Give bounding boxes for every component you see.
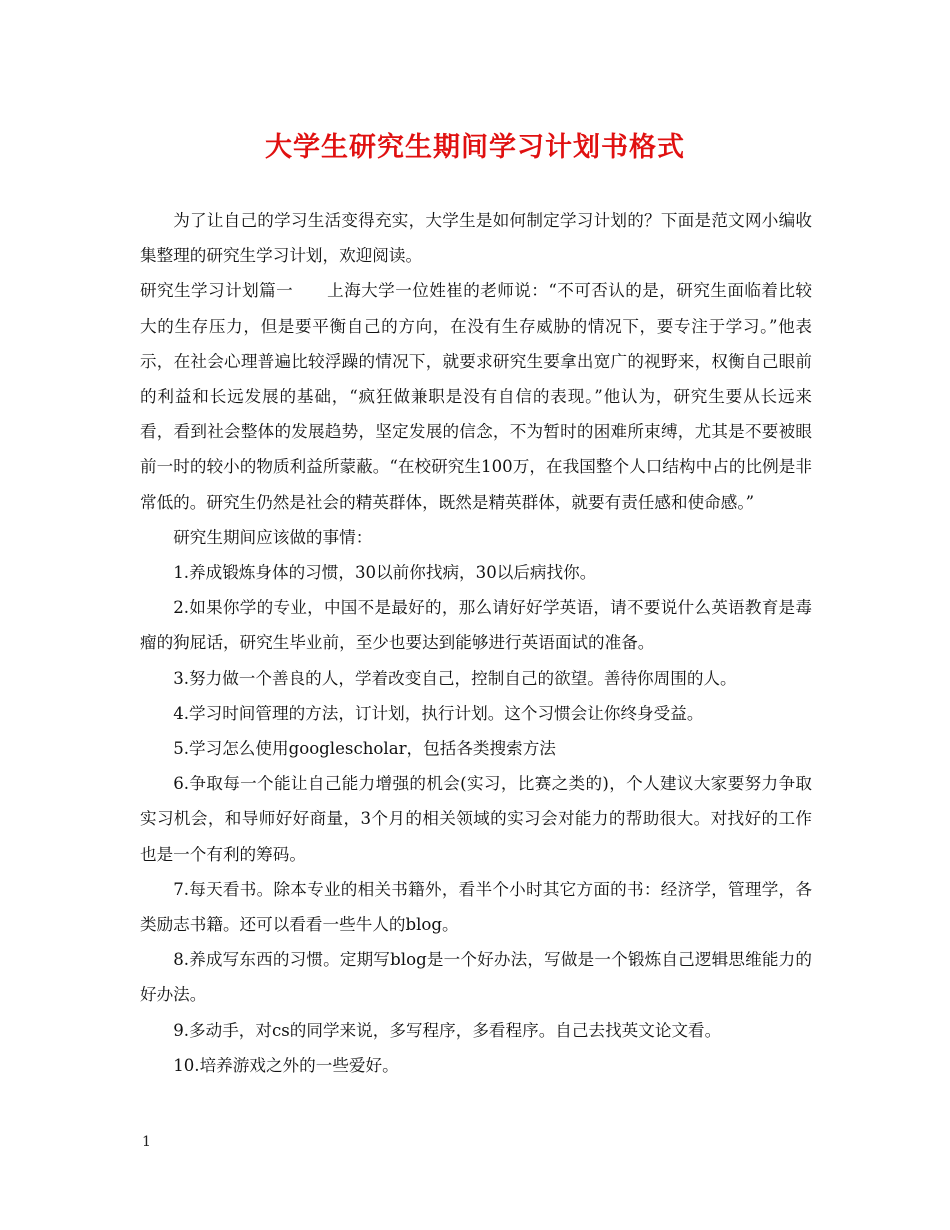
page-number: 1: [142, 1134, 151, 1150]
document-body: [140, 203, 812, 1083]
list-heading: 研究生期间应该做的事情：: [173, 527, 373, 547]
intro-paragraph: 为了让自己的学习生活变得充实，大学生是如何制定学习计划的？下面是范文网小编收集整理的研究生学习计划，欢迎阅读。: [140, 211, 812, 266]
list-item: 2.如果你学的专业，中国不是最好的，那么请好好学英语，请不要说什么英语教育是毒瘤的狗屁话，研究生毕业前，至少也要达到能够进行英语面试的准备。: [140, 598, 812, 653]
list-item: 9.多动手，对cs的同学来说，多写程序，多看程序。自己去找英文论文看。: [173, 1020, 722, 1040]
list-item: 3.努力做一个善良的人，学着改变自己，控制自己的欲望。善待你周围的人。: [173, 668, 737, 688]
list-item: 1.养成锻炼身体的习惯，30以前你找病，30以后病找你。: [173, 563, 597, 583]
list-item: 5.学习怎么使用googlescholar，包括各类搜索方法: [173, 739, 556, 759]
document-title: 大学生研究生期间学习计划书格式: [265, 132, 685, 163]
list-item: 4.学习时间管理的方法，订计划，执行计划。这个习惯会让你终身受益。: [173, 703, 704, 723]
plan-one-paragraph: 研究生学习计划篇一 上海大学一位姓崔的老师说：“不可否认的是，研究生面临着比较大的生存压力，但是要平衡自己的方向，在没有生存威胁的情况下，要专注于学习。”他表示，在社会心理普遍比较浮躁的情况下，就要求研究生要拿出宽广的视野来，权衡自己眼前的利益和长远发展的基础，“疯狂做兼职是没有自信的表现。”他认为，研究生要从长远来看，看到社会整体的发展趋势，坚定发展的信念，不为暂时的困难所束缚，尤其是不要被眼前一时的较小的物质利益所蒙蔽。“在校研究生100万，在我国整个人口结构中占的比例是非常低的。研究生仍然是社会的精英群体，既然是精英群体，就要有责任感和使命感。”: [140, 281, 812, 512]
list-item: 6.争取每一个能让自己能力增强的机会(实习，比赛之类的)，个人建议大家要努力争取实习机会，和导师好好商量，3个月的相关领域的实习会对能力的帮助很大。对找好的工作也是一个有利的筹码。: [140, 774, 812, 864]
list-item: 8.养成写东西的习惯。定期写blog是一个好办法，写做是一个锻炼自己逻辑思维能力的好办法。: [140, 950, 812, 1005]
list-item: 7.每天看书。除本专业的相关书籍外，看半个小时其它方面的书：经济学，管理学，各类励志书籍。还可以看看一些牛人的blog。: [140, 879, 812, 935]
list-item: 10.培养游戏之外的一些爱好。: [173, 1055, 399, 1075]
